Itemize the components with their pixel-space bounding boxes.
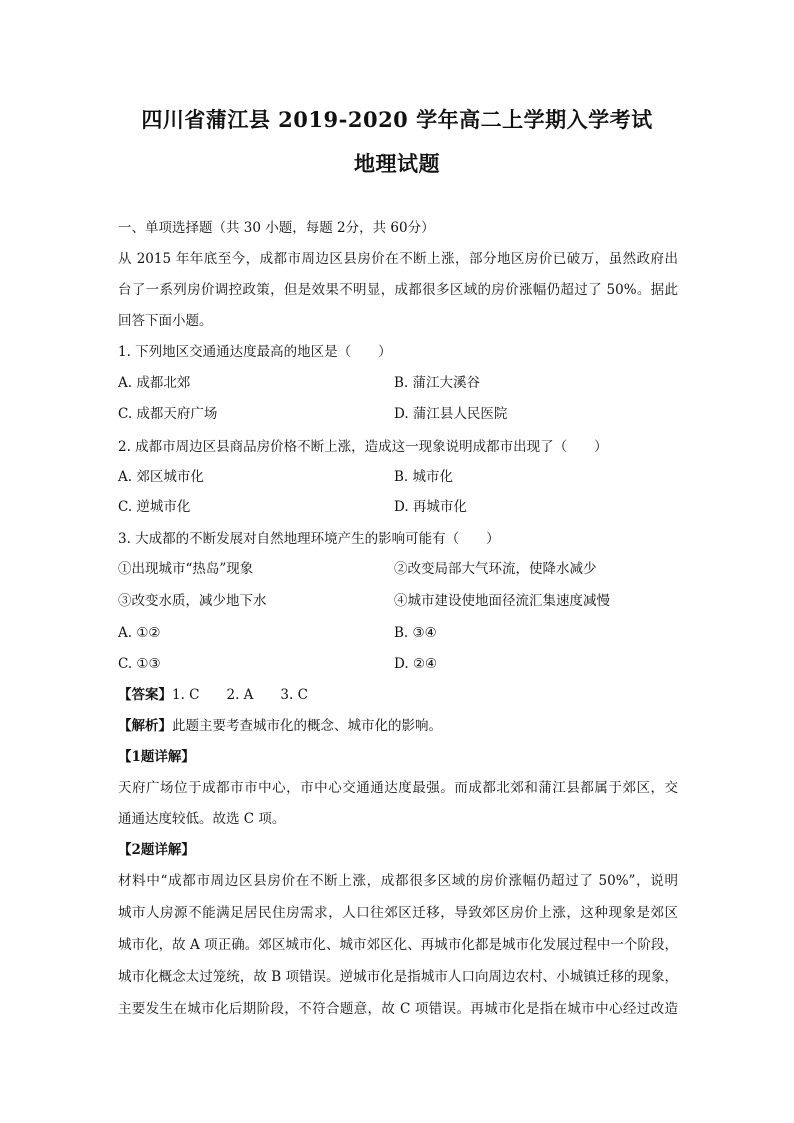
document-subtitle: 地理试题: [354, 151, 440, 176]
detail-1-line: 通通达度较低。故选 C 项。: [118, 811, 286, 827]
answer-text: 1. C 2. A 3. C: [172, 687, 308, 703]
option-a: A. 成都北郊: [118, 375, 191, 391]
question-stem: 1. 下列地区交通通达度最高的地区是（ ）: [118, 344, 392, 360]
option-b: B. 城市化: [394, 469, 454, 485]
material-line: 从 2015 年年底至今，成都市周边区县房价在不断上涨，部分地区房价已破万，虽然政府出: [118, 251, 678, 267]
analysis-text: 此题主要考查城市化的概念、城市化的影响。: [172, 718, 442, 734]
option-c: C. 逆城市化: [118, 499, 191, 515]
analysis-label: 【解析】: [118, 718, 172, 734]
option-a: A. 郊区城市化: [118, 469, 204, 485]
question-stem: 3. 大成都的不断发展对自然地理环境产生的影响可能有（ ）: [118, 531, 500, 547]
option-b: B. 蒲江大溪谷: [394, 375, 481, 391]
option-b: B. ③④: [394, 625, 437, 641]
answer-label: 【答案】: [118, 687, 172, 703]
option-c: C. ①③: [118, 656, 161, 672]
option-d: D. 再城市化: [394, 499, 467, 515]
material-line: 台了一系列房价调控政策，但是效果不明显，成都很多区域的房价涨幅仍超过了 50%。据此: [118, 282, 678, 298]
option-d: D. 蒲江县人民医院: [394, 406, 508, 422]
statement-1: ①出现城市“热岛”现象: [118, 561, 254, 577]
question-stem: 2. 成都市周边区县商品房价格不断上涨，造成这一现象说明成都市出现了（ ）: [118, 439, 608, 455]
detail-2-line: 主要发生在城市化后期阶段，不符合题意，故 C 项错误。再城市化是指在城市中心经过改造: [118, 1001, 678, 1017]
detail-2-line: 城市化，故 A 项正确。郊区城市化、城市郊区化、再城市化都是城市化发展过程中一个阶段，: [118, 937, 678, 953]
answer-line: [118, 685, 308, 705]
option-c: C. 成都天府广场: [118, 406, 218, 422]
detail-1-line: 天府广场位于成都市市中心，市中心交通通达度最强。而成都北郊和蒲江县都属于郊区，交: [118, 780, 678, 796]
detail-heading-2: 【2题详解】: [118, 842, 195, 858]
option-a: A. ①②: [118, 625, 161, 641]
detail-2-line: 城市人房源不能满足居民住房需求，人口往郊区迁移，导致郊区房价上涨，这种现象是郊区: [118, 905, 678, 921]
material-line: 回答下面小题。: [118, 313, 213, 329]
statement-3: ③改变水质，减少地下水: [118, 593, 267, 609]
detail-2-line: 材料中“成都市周边区县房价在不断上涨，成都很多区域的房价涨幅仍超过了 50%”，说明: [118, 873, 678, 889]
detail-2-line: 城市化概念太过笼统，故 B 项错误。逆城市化是指城市人口向周边农村、小城镇迁移的现象，: [118, 969, 678, 985]
document-title: 四川省蒲江县 2019-2020 学年高二上学期入学考试: [141, 107, 653, 132]
section-heading: 一、单项选择题（共 30 小题，每题 2分，共 60分）: [118, 220, 435, 236]
option-d: D. ②④: [394, 656, 438, 672]
analysis-line: [118, 716, 442, 736]
detail-heading-1: 【1题详解】: [118, 749, 195, 765]
statement-2: ②改变局部大气环流，使降水减少: [394, 561, 597, 577]
statement-4: ④城市建设使地面径流汇集速度减慢: [394, 593, 610, 609]
